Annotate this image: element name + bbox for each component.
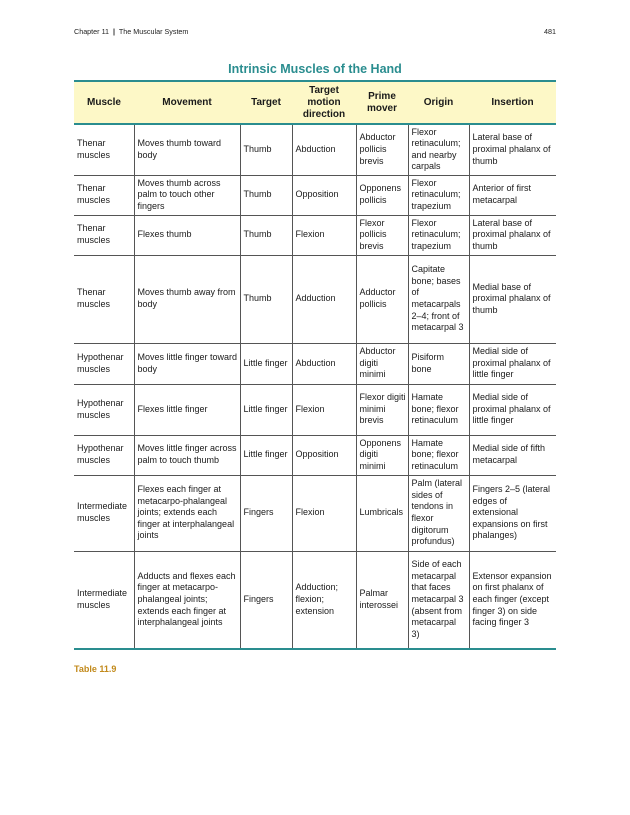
table-caption: Table 11.9 [74,664,117,674]
cell-insertion: Extensor expansion on first phalanx of each finger (except finger 3) on side facing finger 3 [469,551,556,649]
column-header-prime-mover: Prime mover [356,81,408,124]
cell-prime-mover: Opponens digiti minimi [356,435,408,475]
cell-target: Little finger [240,343,292,384]
header-row [74,81,556,124]
column-header-target-motion-direction: Target motion direction [292,81,356,124]
cell-direction: Adduction; flexion; extension [292,551,356,649]
cell-direction: Flexion [292,215,356,255]
table-row [74,255,556,343]
page-header [74,26,556,36]
column-header-movement: Movement [134,81,240,124]
table-row [74,384,556,435]
muscles-table [74,80,556,650]
cell-prime-mover: Flexor digiti minimi brevis [356,384,408,435]
cell-movement: Flexes each finger at metacarpo-phalangeal joints; extends each finger at interphalangeal joints [134,475,240,551]
cell-insertion: Fingers 2–5 (lateral edges of extensional expansions on first phalanges) [469,475,556,551]
table-row [74,475,556,551]
cell-target: Thumb [240,175,292,215]
column-header-target: Target [240,81,292,124]
cell-muscle: Hypothenar muscles [74,435,134,475]
cell-origin: Flexor retinaculum; trapezium [408,215,469,255]
cell-direction: Flexion [292,384,356,435]
cell-insertion: Medial side of proximal phalanx of little finger [469,384,556,435]
cell-insertion: Medial side of proximal phalanx of little finger [469,343,556,384]
cell-movement: Moves thumb across palm to touch other fingers [134,175,240,215]
cell-direction: Flexion [292,475,356,551]
cell-prime-mover: Abductor digiti minimi [356,343,408,384]
cell-origin: Flexor retinaculum; and nearby carpals [408,124,469,175]
cell-muscle: Hypothenar muscles [74,343,134,384]
cell-target: Little finger [240,384,292,435]
cell-origin: Hamate bone; flexor retinaculum [408,435,469,475]
chapter-label: Chapter 11 [74,26,110,36]
cell-insertion: Medial base of proximal phalanx of thumb [469,255,556,343]
cell-prime-mover: Palmar interossei [356,551,408,649]
cell-movement: Moves little finger toward body [134,343,240,384]
cell-target: Little finger [240,435,292,475]
cell-movement: Flexes little finger [134,384,240,435]
cell-insertion: Medial side of fifth metacarpal [469,435,556,475]
cell-direction: Adduction [292,255,356,343]
cell-origin: Hamate bone; flexor retinaculum [408,384,469,435]
table-body [74,124,556,649]
cell-insertion: Lateral base of proximal phalanx of thumb [469,124,556,175]
cell-prime-mover: Flexor pollicis brevis [356,215,408,255]
cell-target: Thumb [240,215,292,255]
cell-target: Fingers [240,475,292,551]
cell-origin: Palm (lateral sides of tendons in flexor digitorum profundus) [408,475,469,551]
cell-movement: Moves thumb toward body [134,124,240,175]
table-title: Intrinsic Muscles of the Hand [228,62,402,76]
cell-movement: Adducts and flexes each finger at metacarpo-phalangeal joints; extends each finger at interphalangeal joints [134,551,240,649]
cell-muscle: Intermediate muscles [74,551,134,649]
header-separator: | [113,26,116,36]
cell-muscle: Intermediate muscles [74,475,134,551]
cell-origin: Flexor retinaculum; trapezium [408,175,469,215]
cell-movement: Moves little finger across palm to touch thumb [134,435,240,475]
cell-origin: Side of each metacarpal that faces metacarpal 3 (absent from metacarpal 3) [408,551,469,649]
cell-origin: Capitate bone; bases of metacarpals 2–4; front of metacarpal 3 [408,255,469,343]
cell-muscle: Thenar muscles [74,124,134,175]
cell-prime-mover: Opponens pollicis [356,175,408,215]
cell-target: Fingers [240,551,292,649]
table-row [74,343,556,384]
cell-insertion: Lateral base of proximal phalanx of thumb [469,215,556,255]
running-head [74,27,188,36]
cell-target: Thumb [240,255,292,343]
table-header [74,81,556,124]
table-row [74,435,556,475]
cell-muscle: Thenar muscles [74,175,134,215]
cell-insertion: Anterior of first metacarpal [469,175,556,215]
column-header-muscle: Muscle [74,81,134,124]
cell-prime-mover: Lumbricals [356,475,408,551]
table-row [74,175,556,215]
table-row [74,124,556,175]
section-label: The Muscular System [118,26,189,36]
cell-prime-mover: Adductor pollicis [356,255,408,343]
cell-direction: Abduction [292,343,356,384]
page-number: 481 [544,26,556,36]
cell-movement: Flexes thumb [134,215,240,255]
cell-movement: Moves thumb away from body [134,255,240,343]
table-row [74,215,556,255]
cell-muscle: Hypothenar muscles [74,384,134,435]
cell-prime-mover: Abductor pollicis brevis [356,124,408,175]
cell-direction: Abduction [292,124,356,175]
table-row [74,551,556,649]
column-header-origin: Origin [408,81,469,124]
cell-origin: Pisiform bone [408,343,469,384]
column-header-insertion: Insertion [469,81,556,124]
cell-target: Thumb [240,124,292,175]
cell-muscle: Thenar muscles [74,255,134,343]
cell-muscle: Thenar muscles [74,215,134,255]
cell-direction: Opposition [292,435,356,475]
cell-direction: Opposition [292,175,356,215]
